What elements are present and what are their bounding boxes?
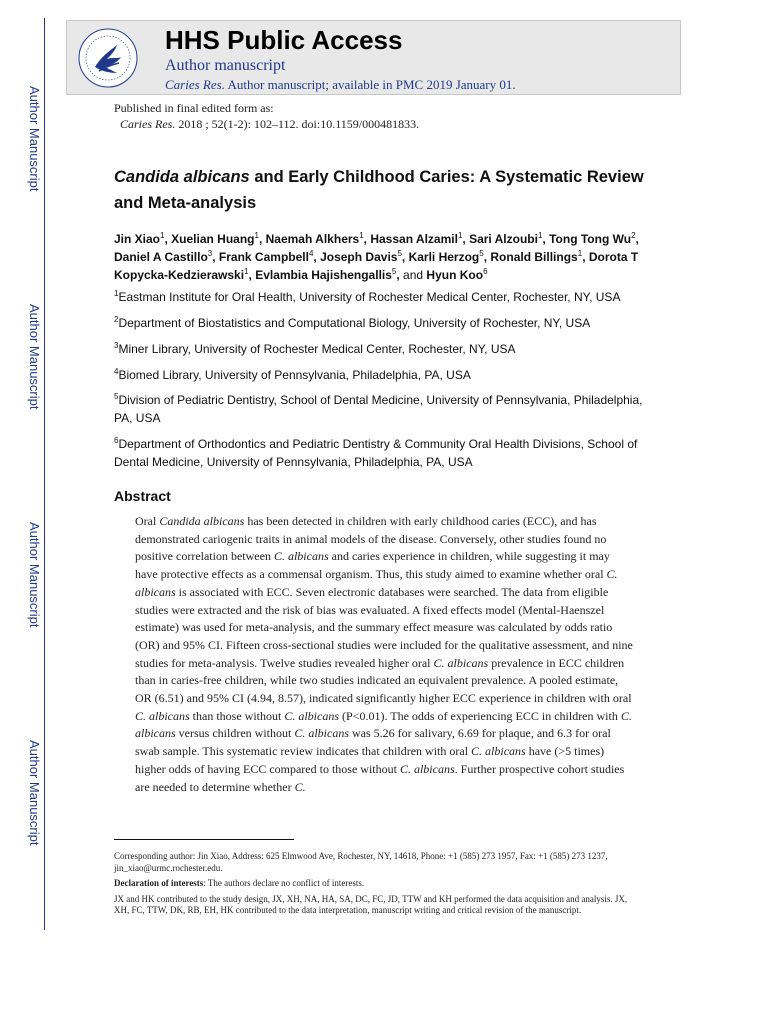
citation bbox=[114, 116, 419, 132]
title-italic: Candida albicans bbox=[114, 168, 250, 186]
pmc-availability bbox=[165, 77, 516, 93]
abstract-text: (P<0.01). The odds of experiencing ECC in children with bbox=[339, 708, 621, 723]
affiliation-number: 5 bbox=[114, 392, 119, 401]
author-name: Hyun Koo bbox=[426, 268, 484, 282]
abstract-text: and caries experience in children, while suggesting it may have protective effects as a commensal organism. Thus, this study aimed to examine whether oral bbox=[135, 549, 610, 582]
abstract-italic-term: C. albicans bbox=[433, 655, 489, 670]
abstract-italic-term: C. bbox=[294, 779, 306, 794]
author-name: Daniel A Castillo bbox=[114, 250, 208, 264]
affiliation-text: Division of Pediatric Dentistry, School of Dental Medicine, University of Pennsylvania, Philadelphia, PA, USA bbox=[114, 393, 643, 425]
abstract-italic-term: C. albicans bbox=[135, 708, 632, 741]
author-affiliation-number: 1 bbox=[577, 249, 583, 258]
affiliation-text: Eastman Institute for Oral Health, University of Rochester Medical Center, Rochester, NY, USA bbox=[118, 290, 621, 304]
published-in bbox=[114, 100, 419, 132]
article-title bbox=[114, 164, 674, 216]
abstract-text: has been detected in children with early childhood caries (ECC), and has demonstrated cariogenic traits in animal models of the disease. Conversely, other studies found no positive correlation between bbox=[135, 514, 607, 564]
affiliation-text: Department of Orthodontics and Pediatric Dentistry & Community Oral Health Divisions, School of Dental Medicine, University of Pennsylvania, Philadelphia, PA, USA bbox=[114, 437, 638, 469]
abstract-text: prevalence in ECC children than in caries-free children, while two studies indicated an equivalent prevalence. A pooled estimate, OR (6.51) and 95% CI (4.94, 8.57), indicated significantly higher ECC experience in children with oral bbox=[135, 655, 632, 706]
affiliation-number: 1 bbox=[114, 289, 119, 298]
author-affiliation-number: 1 bbox=[254, 231, 259, 240]
sidebar-label-author-manuscript: Author Manuscript bbox=[27, 522, 42, 628]
declaration-label: Declaration of interests bbox=[114, 878, 204, 888]
author-affiliation-number: 1 bbox=[457, 231, 463, 240]
author-affiliation-number: 3 bbox=[207, 249, 213, 258]
abstract-italic-term: Candida albicans bbox=[159, 514, 245, 528]
abstract-italic-term: C. albicans bbox=[471, 744, 526, 759]
author-name: Karli Herzog bbox=[408, 250, 480, 264]
declaration-text: : The authors declare no conflict of interests. bbox=[203, 878, 365, 888]
author-name: Joseph Davis bbox=[320, 250, 398, 264]
author-affiliation-number: 1 bbox=[537, 231, 543, 240]
author-affiliation-number: 1 bbox=[244, 267, 249, 276]
sidebar-label-author-manuscript: Author Manuscript bbox=[27, 86, 42, 192]
abstract-text: . Further prospective cohort studies are needed to determine whether bbox=[135, 761, 625, 794]
abstract-italic-term: C. albicans bbox=[135, 567, 618, 599]
affiliation-number: 3 bbox=[114, 341, 119, 350]
abstract-text: have (>5 times) higher odds of having ECC compared to those without bbox=[135, 744, 605, 776]
hhs-header bbox=[66, 20, 681, 95]
corresponding-author-note: Corresponding author: Jin Xiao, Address: 625 Elmwood Ave, Rochester, NY, 14618, Phone: +1 (585) 273 1957, Fax: +1 (585) 273 1237, jin_xiao@urmc.rochester.edu. bbox=[114, 851, 608, 873]
affiliation-text: Department of Biostatistics and Computational Biology, University of Rochester, NY, USA bbox=[118, 316, 591, 330]
affiliation-4 bbox=[114, 366, 654, 384]
abstract-italic-term: C. albicans bbox=[284, 708, 340, 723]
affiliation-6 bbox=[114, 435, 654, 471]
declaration-note bbox=[114, 878, 644, 890]
published-label: Published in final edited form as: bbox=[114, 101, 274, 115]
author-affiliation-number: 5 bbox=[479, 249, 484, 258]
author-affiliation-number: 5 bbox=[391, 267, 397, 276]
abstract-body bbox=[135, 513, 635, 796]
author-name: Hassan Alzamil bbox=[370, 232, 458, 246]
abstract-italic-term: C. albicans bbox=[135, 708, 190, 723]
sidebar-rule bbox=[44, 18, 45, 930]
hhs-eagle-seal-icon bbox=[77, 27, 139, 89]
sidebar-label-author-manuscript: Author Manuscript bbox=[27, 304, 42, 410]
abstract-italic-term: C. albicans bbox=[294, 726, 349, 741]
author-affiliation-number: 2 bbox=[631, 231, 636, 240]
title-rest: and Early Childhood Caries: A Systematic Review and Meta-analysis bbox=[114, 168, 644, 212]
author-affiliation-number: 1 bbox=[359, 231, 364, 240]
affiliation-number: 4 bbox=[114, 367, 119, 376]
abstract-text: than those without bbox=[189, 708, 285, 723]
author-name: Jin Xiao bbox=[114, 232, 161, 246]
abstract-heading: Abstract bbox=[114, 488, 171, 504]
author-name: Evlambia Hajishengallis bbox=[255, 268, 392, 282]
abstract-italic-term: C. albicans bbox=[399, 761, 455, 776]
affiliation-number: 6 bbox=[114, 436, 119, 445]
author-and: and bbox=[399, 268, 427, 282]
contributions-note: JX and HK contributed to the study design, JX, XH, NA, HA, SA, DC, FC, JD, TTW and KH performed the data acquisition and analysis. JX, XH, FC, TTW, DK, RB, EH, HK contributed to the data interpretation, manuscript writing and critical revision of the manuscript. bbox=[114, 893, 628, 915]
affiliation-text: Miner Library, University of Rochester Medical Center, Rochester, NY, USA bbox=[118, 342, 516, 356]
affiliation-1 bbox=[114, 288, 654, 306]
author-name: Tong Tong Wu bbox=[549, 232, 632, 246]
abstract-text: is associated with ECC. Seven electronic databases were searched. The data from eligible studies were extracted and the risk of bias was evaluated. A fixed effects model (Mental-Haenszel estimate) was used for meta-analysis, and the summary effect measure was calculated by odds ratio (OR) and 95% CI. Fifteen cross-sectional studies were included for the qualitative assessment, and nine studies for meta-analysis. Twelve studies revealed higher oral bbox=[135, 584, 633, 670]
author-affiliation-number: 4 bbox=[308, 249, 314, 258]
author-affiliation-number: 1 bbox=[160, 231, 165, 240]
abstract-text: was 5.26 for salivary, 6.69 for plaque, and 6.3 for oral swab sample. This systematic review indicates that children with oral bbox=[135, 726, 611, 759]
abstract-italic-term: C. albicans bbox=[273, 549, 329, 564]
availability-text: Author manuscript; available in PMC 2019 January 01. bbox=[227, 77, 516, 92]
citation-details: 2018 ; 52(1-2): 102–112. doi:10.1159/000481833. bbox=[178, 117, 420, 131]
author-name: Dorota T Kopycka-Kedzierawski bbox=[114, 250, 639, 282]
affiliation-5 bbox=[114, 391, 654, 427]
affiliation-number: 2 bbox=[114, 315, 119, 324]
author-name: Ronald Billings bbox=[490, 250, 578, 264]
author-name: Xuelian Huang bbox=[171, 232, 255, 246]
author-list: Jin Xiao$^1$, Xuelian Huang$^1$, Naemah Alkhers$^1$, Hassan Alzamil$^1$, Sari Alzoubi$^1$, Tong Tong Wu$^2$, Daniel A Castillo$^3$, Frank Campbell$^4$, Joseph Davis$^5$, Karli Herzog$^5$, Ronald Billings$^1$, Dorota T Kopycka-Kedzierawski$^1$, Evlambia Hajishengallis$^5$, and Hyun Koo$^6$ bbox=[114, 231, 639, 282]
affiliation-3 bbox=[114, 340, 654, 358]
sidebar-label-author-manuscript: Author Manuscript bbox=[27, 740, 42, 846]
footnotes bbox=[114, 851, 644, 921]
author-affiliation-number: 6 bbox=[483, 267, 488, 276]
footnote-rule bbox=[114, 839, 294, 840]
author-affiliation-number: 5 bbox=[397, 249, 402, 258]
author-manuscript-label: Author manuscript bbox=[165, 57, 286, 74]
citation-journal: Caries Res. bbox=[120, 117, 176, 131]
author-name: Frank Campbell bbox=[218, 250, 309, 264]
hhs-public-access-title: HHS Public Access bbox=[165, 25, 403, 55]
author-name: Sari Alzoubi bbox=[469, 232, 538, 246]
abstract-text: versus children without bbox=[175, 726, 295, 741]
affiliation-text: Biomed Library, University of Pennsylvania, Philadelphia, PA, USA bbox=[118, 368, 471, 382]
affiliation-2 bbox=[114, 314, 654, 332]
abstract-text: Oral bbox=[135, 514, 160, 528]
journal-name: Caries Res. bbox=[165, 77, 225, 92]
author-name: Naemah Alkhers bbox=[265, 232, 360, 246]
